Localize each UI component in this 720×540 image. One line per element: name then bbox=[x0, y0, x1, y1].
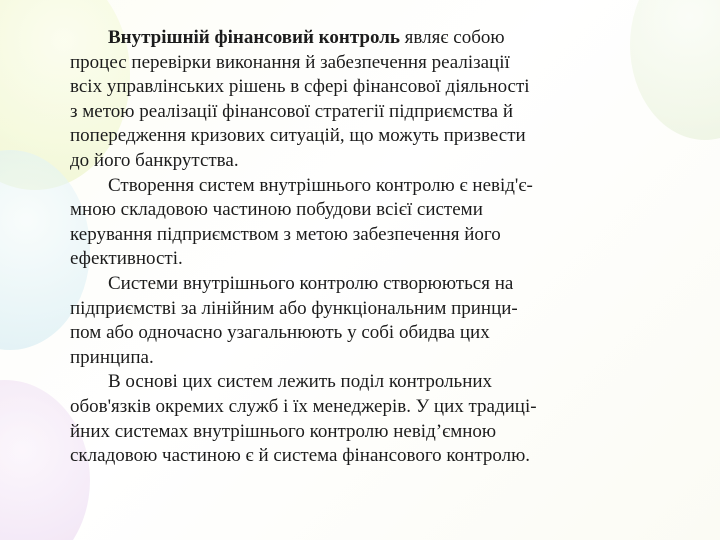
paragraph-3 bbox=[70, 272, 690, 370]
text-line: процес перевірки виконання й забезпечення реалізації bbox=[70, 51, 510, 73]
paragraph-4 bbox=[70, 370, 690, 468]
text-line: керування підприємством з метою забезпечення його bbox=[70, 223, 501, 245]
text-line: ефективності. bbox=[70, 248, 183, 270]
text-line: пом або одночасно узагальнюють у собі обидва цих bbox=[70, 322, 490, 344]
text-line: Системи внутрішнього контролю створюються на bbox=[108, 272, 514, 294]
text-line: всіх управлінських рішень в сфері фінансової діяльності bbox=[70, 76, 530, 98]
text-line: Внутрішній фінансовий контроль являє собою bbox=[108, 27, 505, 48]
text-line: з метою реалізації фінансової стратегії підприємства й bbox=[70, 100, 513, 122]
paragraph-1 bbox=[70, 26, 690, 174]
text-line: йних системах внутрішнього контролю невід’ємною bbox=[70, 420, 497, 442]
text-line: принципа. bbox=[70, 346, 154, 368]
bold-term: Внутрішній фінансовий контроль bbox=[108, 27, 400, 48]
paragraph-2 bbox=[70, 174, 690, 272]
text-line: обов'язків окремих служб і їх менеджерів. У цих традиці- bbox=[70, 395, 537, 417]
text-line: складовою частиною є й система фінансового контролю. bbox=[70, 445, 531, 467]
text-line: В основі цих систем лежить поділ контрольних bbox=[108, 371, 493, 393]
text-line: Створення систем внутрішнього контролю є невід'є- bbox=[108, 174, 533, 196]
text-line: до його банкрутства. bbox=[70, 149, 239, 171]
slide-body bbox=[70, 26, 690, 469]
text-line: мною складовою частиною побудови всієї системи bbox=[70, 199, 483, 221]
text-line: підприємстві за лінійним або функціональним принци- bbox=[70, 297, 518, 319]
text-line: попередження кризових ситуацій, що можуть призвести bbox=[70, 125, 526, 147]
